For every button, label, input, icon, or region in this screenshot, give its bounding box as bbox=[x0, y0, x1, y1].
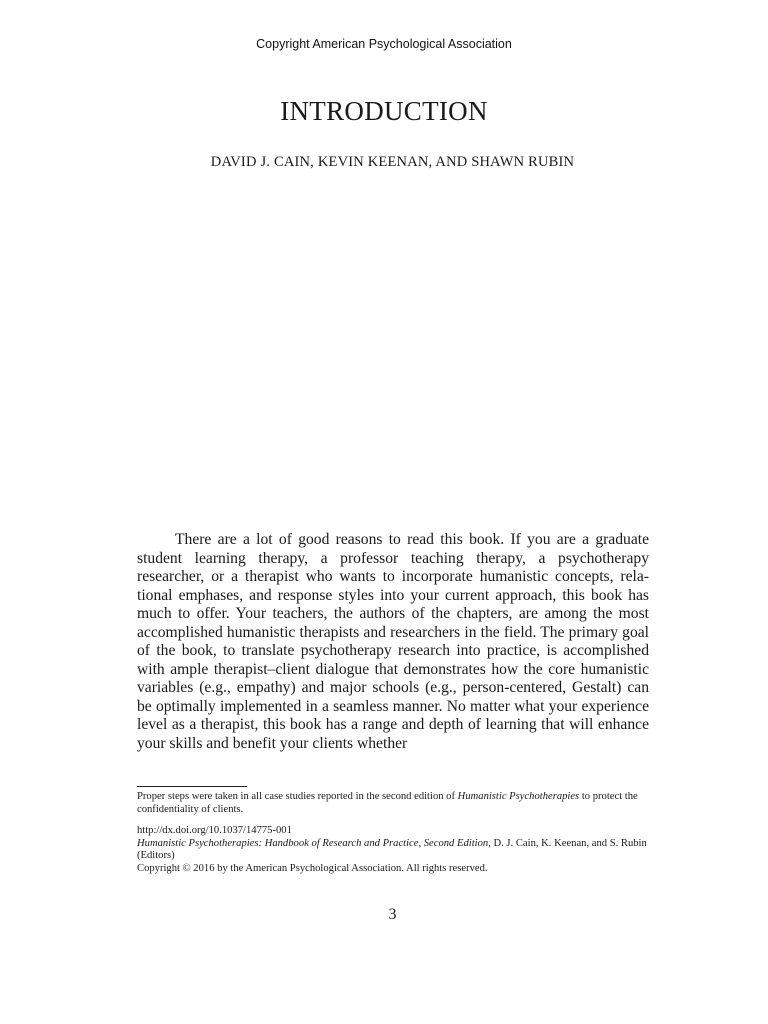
confidentiality-footnote bbox=[137, 791, 649, 816]
footnote-divider bbox=[137, 786, 247, 787]
page-number: 3 bbox=[388, 906, 397, 923]
body-paragraph: There are a lot of good reasons to read this book. If you are a graduate student learning therapy, a professor teaching therapy, a psychotherapy researcher, or a therapist who wants to incorporate humanistic concepts, relational emphases, and response styles into your current approach, this book has much to offer. Your teachers, the authors of the chapters, are among the most accomplished humanistic therapists and researchers in the field. The primary goal of the book, to translate psychotherapy research into practice, is accomplished with ample therapist–client dialogue that demonstrates how the core humanistic variables (e.g., empathy) and major schools (e.g., person-centered, Gestalt) can be optimally implemented in a seamless manner. No matter what your experience level as a therapist, this book has a range and depth of learning that will enhance your skills and benefit your clients whether bbox=[137, 531, 649, 752]
citation-block bbox=[137, 825, 649, 875]
chapter-authors: DAVID J. CAIN, KEVIN KEENAN, AND SHAWN RUBIN bbox=[210, 154, 575, 170]
citation-line bbox=[137, 838, 649, 863]
footnote-text-prefix: Proper steps were taken in all case studies reported in the second edition of bbox=[137, 791, 458, 802]
footnote-text-suffix: to protect the confidentiality of clients. bbox=[137, 791, 638, 815]
chapter-title: INTRODUCTION bbox=[280, 96, 488, 126]
doi-link[interactable]: http://dx.doi.org/10.1037/14775-001 bbox=[137, 825, 292, 836]
citation-editors: , D. J. Cain, K. Keenan, and S. Rubin (Editors) bbox=[137, 837, 647, 861]
copyright-line: Copyright © 2016 by the American Psychological Association. All rights reserved. bbox=[137, 862, 488, 874]
copyright-header: Copyright American Psychological Association bbox=[256, 37, 512, 51]
citation-book-title: Humanistic Psychotherapies: Handbook of Research and Practice, Second Edition bbox=[137, 837, 489, 849]
footnote-book-title: Humanistic Psychotherapies bbox=[457, 791, 580, 802]
